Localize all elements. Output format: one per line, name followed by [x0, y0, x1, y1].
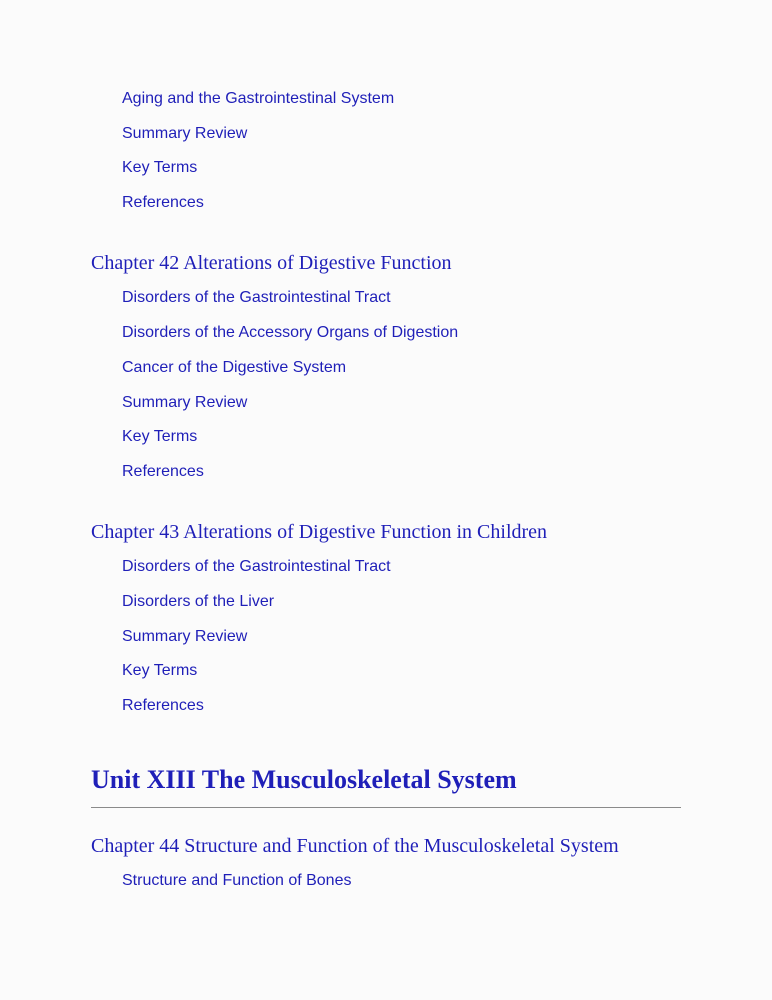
toc-link-ch43-references[interactable]: References: [122, 697, 204, 714]
toc-link-ch42-accessory-organs[interactable]: Disorders of the Accessory Organs of Digestion: [122, 324, 459, 341]
toc-link-ch42-summary-review[interactable]: Summary Review: [122, 394, 248, 411]
toc-chapter-44-heading[interactable]: Chapter 44 Structure and Function of the Musculoskeletal System: [91, 835, 619, 857]
toc-link-ch43-gi-tract-disorders[interactable]: Disorders of the Gastrointestinal Tract: [122, 558, 391, 575]
toc-link-ch42-gi-tract-disorders[interactable]: Disorders of the Gastrointestinal Tract: [122, 289, 391, 306]
toc-link-key-terms[interactable]: Key Terms: [122, 159, 198, 176]
toc-link-ch42-references[interactable]: References: [122, 463, 204, 480]
toc-unit-13-heading[interactable]: Unit XIII The Musculoskeletal System: [91, 765, 517, 794]
toc-link-summary-review[interactable]: Summary Review: [122, 125, 248, 142]
toc-link-ch43-liver-disorders[interactable]: Disorders of the Liver: [122, 593, 275, 610]
toc-link-aging-gi-system[interactable]: Aging and the Gastrointestinal System: [122, 90, 395, 107]
unit-divider-rule: [91, 807, 681, 808]
toc-link-ch43-summary-review[interactable]: Summary Review: [122, 628, 248, 645]
toc-link-ch43-key-terms[interactable]: Key Terms: [122, 662, 198, 679]
toc-link-ch44-bones[interactable]: Structure and Function of Bones: [122, 872, 352, 889]
toc-link-ch42-key-terms[interactable]: Key Terms: [122, 428, 198, 445]
toc-chapter-42-heading[interactable]: Chapter 42 Alterations of Digestive Function: [91, 252, 452, 274]
toc-link-ch42-digestive-cancer[interactable]: Cancer of the Digestive System: [122, 359, 347, 376]
toc-link-references[interactable]: References: [122, 194, 204, 211]
toc-chapter-43-heading[interactable]: Chapter 43 Alterations of Digestive Function in Children: [91, 521, 548, 543]
